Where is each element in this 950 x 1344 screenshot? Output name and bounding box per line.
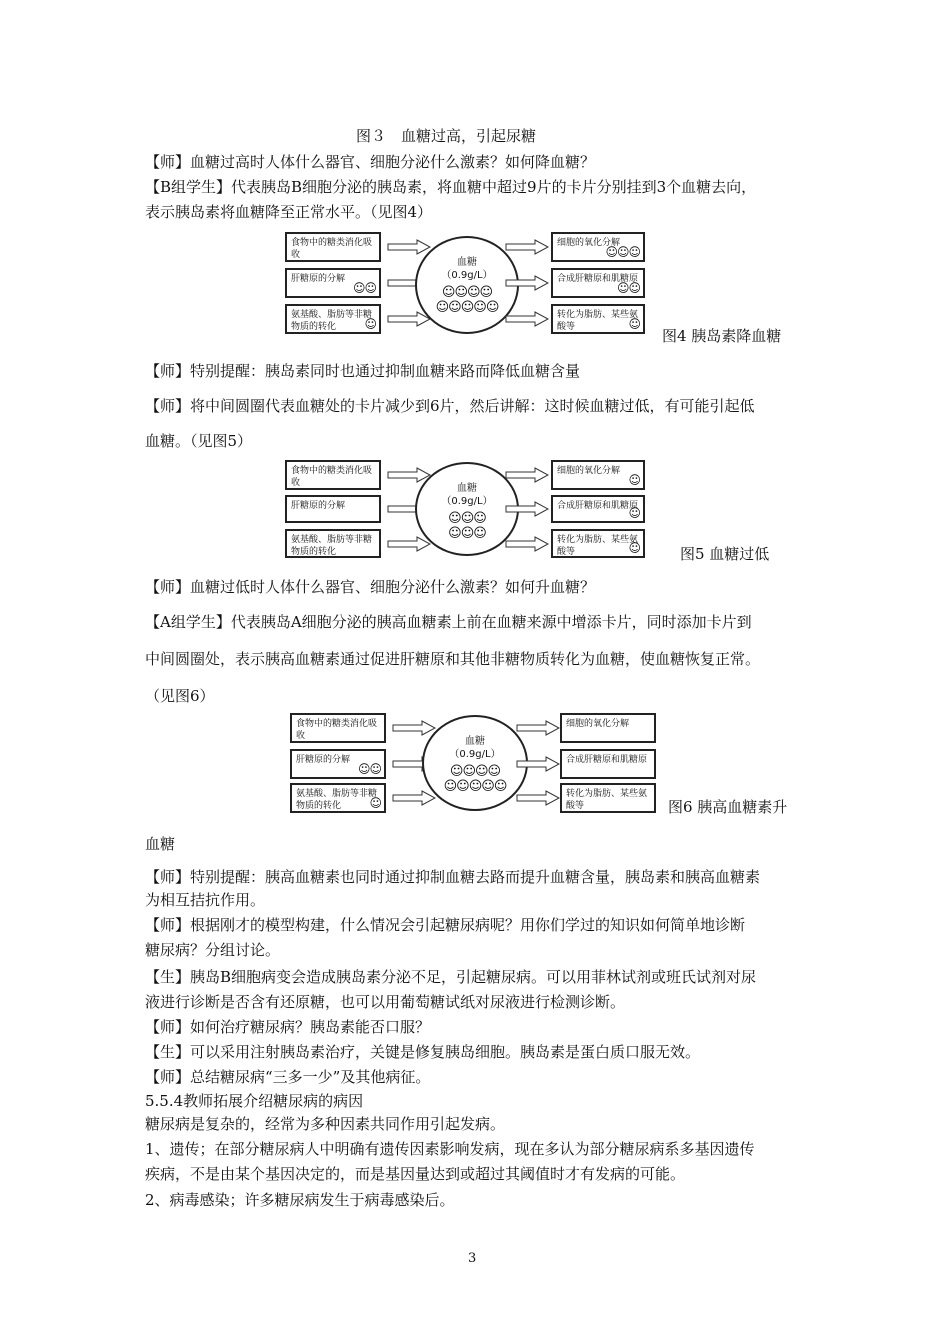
arrow-right-icon bbox=[505, 536, 549, 552]
dest-fat-box: 转化为脂肪、某些氨酸等 ☺ bbox=[551, 529, 645, 558]
arrow-right-icon bbox=[505, 501, 549, 517]
center-title: 血糖 bbox=[457, 483, 477, 494]
faces: ☺ bbox=[628, 317, 640, 331]
source-food-box: 食物中的糖类消化吸收 bbox=[285, 232, 381, 262]
arrow-right-icon bbox=[505, 275, 549, 291]
fig6-caption: 图6 胰高血糖素升 bbox=[668, 798, 788, 816]
para-line: 疾病，不是由某个基因决定的，而是基因量达到或超过其阈值时才有发病的可能。 bbox=[145, 1165, 686, 1183]
arrow-right-icon bbox=[516, 720, 560, 736]
faces-row: ☺☺☺☺☺ bbox=[443, 779, 507, 794]
para-line: 【师】血糖过高时人体什么器官、细胞分泌什么激素？如何降血糖？ bbox=[145, 153, 596, 171]
faces-row: ☺☺☺☺ bbox=[441, 285, 493, 300]
source-food-box: 食物中的糖类消化吸收 bbox=[290, 713, 386, 743]
para-line: 表示胰岛素将血糖降至正常水平。（见图4） bbox=[145, 203, 433, 221]
fig4-caption: 图4 胰岛素降血糖 bbox=[662, 327, 782, 345]
dest-glycogen-box: 合成肝糖原和肌糖原 ☺ bbox=[551, 495, 645, 523]
blood-sugar-circle bbox=[415, 236, 519, 334]
para-line: 液进行诊断是否含有还原糖，也可以用葡萄糖试纸对尿液进行检测诊断。 bbox=[145, 993, 626, 1011]
source-nonsugar-box: 氨基酸、脂肪等非糖物质的转化 bbox=[285, 529, 381, 558]
para-line: 【B组学生】代表胰岛B细胞分泌的胰岛素，将血糖中超过9片的卡片分别挂到3个血糖去向， bbox=[145, 178, 757, 196]
blood-sugar-circle bbox=[422, 715, 528, 811]
figure-4-diagram bbox=[285, 232, 645, 334]
center-concentration: （0.9g/L） bbox=[441, 496, 493, 507]
para-line: 【师】将中间圆圈代表血糖处的卡片减少到6片，然后讲解：这时候血糖过低，有可能引起低 bbox=[145, 397, 755, 415]
source-glycogen-box: 肝糖原的分解 ☺☺ bbox=[290, 749, 386, 779]
figure-6-diagram bbox=[290, 713, 656, 813]
faces: ☺☺ bbox=[357, 762, 381, 776]
faces: ☺☺ bbox=[616, 281, 640, 295]
para-line: 血糖 bbox=[145, 835, 176, 853]
center-concentration: （0.9g/L） bbox=[449, 749, 501, 760]
arrow-right-icon bbox=[392, 720, 436, 736]
para-line: 【师】特别提醒：胰岛素同时也通过抑制血糖来路而降低血糖含量 bbox=[145, 362, 581, 380]
faces: ☺ bbox=[369, 796, 381, 810]
dest-oxidation-box: 细胞的氧化分解 ☺☺☺ bbox=[551, 232, 645, 262]
dest-glycogen-box: 合成肝糖原和肌糖原 ☺☺ bbox=[551, 268, 645, 298]
fig3-caption: 图３ 血糖过高，引起尿糖 bbox=[356, 127, 537, 145]
arrow-right-icon bbox=[505, 239, 549, 255]
arrow-right-icon bbox=[505, 467, 549, 483]
faces-row: ☺☺☺☺☺ bbox=[435, 300, 499, 315]
para-line: 【师】特别提醒：胰高血糖素也同时通过抑制血糖去路而提升血糖含量，胰岛素和胰高血糖素 bbox=[145, 868, 761, 886]
page-number: 3 bbox=[468, 1251, 477, 1266]
para-line: 为相互拮抗作用。 bbox=[145, 891, 266, 909]
para-line: 血糖。（见图5） bbox=[145, 432, 253, 450]
source-nonsugar-box: 氨基酸、脂肪等非糖物质的转化 ☺ bbox=[290, 783, 386, 813]
dest-oxidation-box: 细胞的氧化分解 bbox=[560, 713, 656, 743]
source-nonsugar-box: 氨基酸、脂肪等非糖物质的转化 ☺ bbox=[285, 304, 381, 334]
faces: ☺☺☺ bbox=[605, 245, 640, 259]
arrow-right-icon bbox=[516, 790, 560, 806]
para-line: 【A组学生】代表胰岛A细胞分泌的胰高血糖素上前在血糖来源中增添卡片，同时添加卡片到 bbox=[145, 613, 752, 631]
faces: ☺ bbox=[628, 541, 640, 555]
dest-fat-box: 转化为脂肪、某些氨酸等 ☺ bbox=[551, 304, 645, 334]
para-line: 【师】总结糖尿病“三多一少”及其他病征。 bbox=[145, 1068, 431, 1086]
para-line: 中间圆圈处，表示胰高血糖素通过促进肝糖原和其他非糖物质转化为血糖，使血糖恢复正常。 bbox=[145, 650, 761, 668]
arrow-right-icon bbox=[516, 756, 560, 772]
section-heading: 5.5.4教师拓展介绍糖尿病的病因 bbox=[145, 1092, 364, 1110]
para-line: 【师】根据刚才的模型构建，什么情况会引起糖尿病呢？用你们学过的知识如何简单地诊断 bbox=[145, 916, 746, 934]
center-title: 血糖 bbox=[457, 257, 477, 268]
faces: ☺☺ bbox=[352, 281, 376, 295]
para-line: 糖尿病？分组讨论。 bbox=[145, 941, 281, 959]
source-glycogen-box: 肝糖原的分解 bbox=[285, 495, 381, 523]
arrow-right-icon bbox=[387, 239, 431, 255]
dest-oxidation-box: 细胞的氧化分解 ☺ bbox=[551, 460, 645, 490]
dest-fat-box: 转化为脂肪、某些氨酸等 bbox=[560, 783, 656, 813]
faces: ☺ bbox=[628, 473, 640, 487]
dest-glycogen-box: 合成肝糖原和肌糖原 bbox=[560, 749, 656, 779]
figure-5-diagram bbox=[285, 460, 645, 558]
faces: ☺ bbox=[364, 317, 376, 331]
source-food-box: 食物中的糖类消化吸收 bbox=[285, 460, 381, 490]
para-line: 1、遗传；在部分糖尿病人中明确有遗传因素影响发病，现在多认为部分糖尿病系多基因遗传 bbox=[145, 1140, 755, 1158]
center-title: 血糖 bbox=[465, 736, 485, 747]
para-line: 【生】可以采用注射胰岛素治疗，关键是修复胰岛细胞。胰岛素是蛋白质口服无效。 bbox=[145, 1043, 701, 1061]
faces: ☺ bbox=[628, 506, 640, 520]
para-line: 【师】如何治疗糖尿病？胰岛素能否口服？ bbox=[145, 1018, 431, 1036]
para-line: 糖尿病是复杂的，经常为多种因素共同作用引起发病。 bbox=[145, 1115, 506, 1133]
center-concentration: （0.9g/L） bbox=[441, 270, 493, 281]
para-line: 【生】胰岛B细胞病变会造成胰岛素分泌不足，引起糖尿病。可以用菲林试剂或班氏试剂对尿 bbox=[145, 968, 757, 986]
source-glycogen-box: 肝糖原的分解 ☺☺ bbox=[285, 268, 381, 298]
para-line: 【师】血糖过低时人体什么器官、细胞分泌什么激素？如何升血糖？ bbox=[145, 578, 596, 596]
arrow-right-icon bbox=[505, 311, 549, 327]
para-line: （见图6） bbox=[145, 687, 215, 705]
fig5-caption: 图5 血糖过低 bbox=[680, 545, 770, 563]
faces-row: ☺☺☺☺ bbox=[449, 764, 501, 779]
para-line: 2、病毒感染；许多糖尿病发生于病毒感染后。 bbox=[145, 1191, 455, 1209]
faces-row: ☺☺☺ bbox=[448, 526, 486, 541]
blood-sugar-circle bbox=[415, 462, 519, 556]
faces-row: ☺☺☺ bbox=[448, 511, 486, 526]
